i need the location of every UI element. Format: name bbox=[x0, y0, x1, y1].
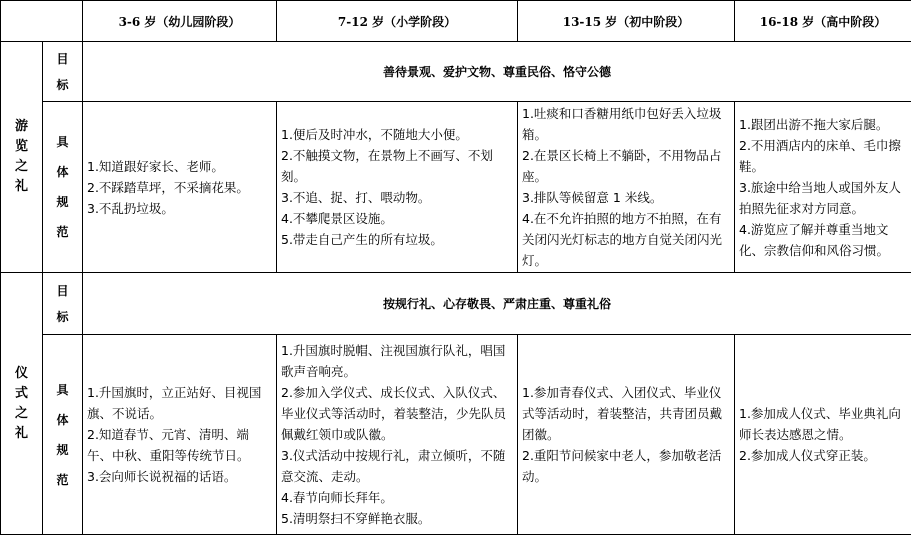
sightseeing-rules-junior-high: 1.吐痰和口香糖用纸巾包好丢入垃圾箱。 2.在景区长椅上不躺卧，不用物品占座。 3.排队等候留意 1 米线。 4.在不允许拍照的地方不拍照，在有关闭闪光灯标志的地方自觉关闭闪光灯。 bbox=[518, 102, 735, 273]
sightseeing-rules-row bbox=[1, 102, 911, 273]
category-sightseeing: 游 览 之 礼 bbox=[1, 42, 43, 273]
ceremony-rules-row bbox=[1, 335, 911, 535]
header-stage-kindergarten: 3-6 岁（幼儿园阶段） bbox=[83, 1, 277, 42]
goal-label: 目 标 bbox=[43, 42, 83, 102]
ceremony-goal-row bbox=[1, 273, 911, 335]
rules-label: 具 体 规 范 bbox=[43, 102, 83, 273]
goal-label: 目 标 bbox=[43, 273, 83, 335]
ceremony-rules-senior-high: 1.参加成人仪式、毕业典礼向师长表达感恩之情。 2.参加成人仪式穿正装。 bbox=[735, 335, 911, 535]
ceremony-rules-primary: 1.升国旗时脱帽、注视国旗行队礼，唱国歌声音响亮。 2.参加入学仪式、成长仪式、入队仪式、毕业仪式等活动时，着装整洁，少先队员佩戴红领巾或队徽。 3.仪式活动中按规行礼，肃立倾听，不随意交流、走动。 4.春节向师长拜年。 5.清明祭扫不穿鲜艳衣服。 bbox=[277, 335, 518, 535]
header-stage-primary: 7-12 岁（小学阶段） bbox=[277, 1, 518, 42]
header-stage-senior-high: 16-18 岁（高中阶段） bbox=[735, 1, 911, 42]
sightseeing-rules-primary: 1.便后及时冲水，不随地大小便。 2.不触摸文物，在景物上不画写、不划刻。 3.不追、捉、打、喂动物。 4.不攀爬景区设施。 5.带走自己产生的所有垃圾。 bbox=[277, 102, 518, 273]
header-stage-junior-high: 13-15 岁（初中阶段） bbox=[518, 1, 735, 42]
header-row bbox=[1, 1, 911, 42]
header-corner bbox=[1, 1, 83, 42]
sightseeing-goal-row bbox=[1, 42, 911, 102]
category-ceremony: 仪 式 之 礼 bbox=[1, 273, 43, 535]
sightseeing-rules-kindergarten: 1.知道跟好家长、老师。 2.不踩踏草坪，不采摘花果。 3.不乱扔垃圾。 bbox=[83, 102, 277, 273]
ceremony-rules-kindergarten: 1.升国旗时，立正站好、目视国旗、不说话。 2.知道春节、元宵、清明、端午、中秋、重阳等传统节日。 3.会向师长说祝福的话语。 bbox=[83, 335, 277, 535]
sightseeing-goal: 善待景观、爱护文物、尊重民俗、恪守公德 bbox=[83, 42, 911, 102]
rules-label: 具 体 规 范 bbox=[43, 335, 83, 535]
ceremony-rules-junior-high: 1.参加青春仪式、入团仪式、毕业仪式等活动时，着装整洁，共青团员戴团徽。 2.重阳节问候家中老人，参加敬老活动。 bbox=[518, 335, 735, 535]
sightseeing-rules-senior-high: 1.跟团出游不拖大家后腿。 2.不用酒店内的床单、毛巾擦鞋。 3.旅途中给当地人或国外友人拍照先征求对方同意。 4.游览应了解并尊重当地文化、宗教信仰和风俗习惯。 bbox=[735, 102, 911, 273]
ceremony-goal: 按规行礼、心存敬畏、严肃庄重、尊重礼俗 bbox=[83, 273, 911, 335]
